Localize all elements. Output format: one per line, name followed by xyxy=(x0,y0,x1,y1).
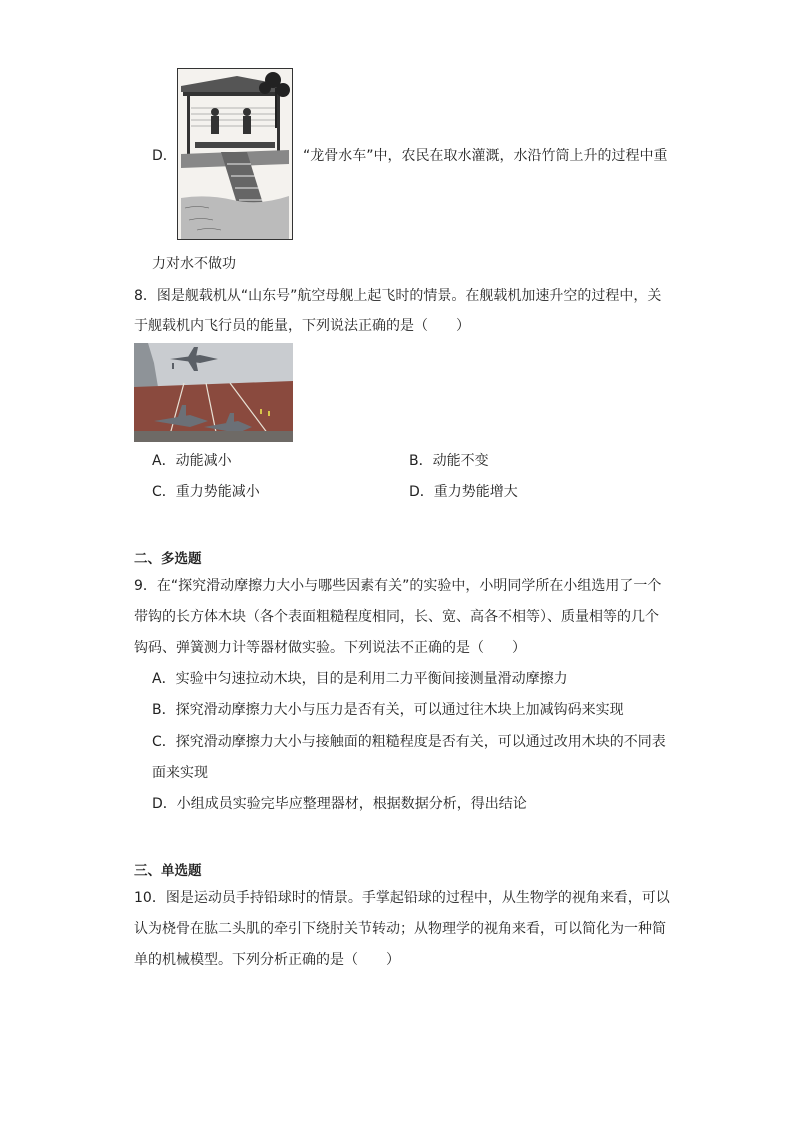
aircraft-carrier-photo-icon xyxy=(134,343,293,442)
q9-option-c: C．探究滑动摩擦力大小与接触面的粗糙程度是否有关，可以通过改用木块的不同表 xyxy=(152,734,666,750)
q10-stem-cont-1: 认为桡骨在肱二头肌的牵引下绕肘关节转动；从物理学的视角来看，可以简化为一种简 xyxy=(134,921,666,937)
q9-option-a: A．实验中匀速拉动木块，目的是利用二力平衡间接测量滑动摩擦力 xyxy=(152,671,568,687)
q8-stem-cont: 于舰载机内飞行员的能量，下列说法正确的是（ ） xyxy=(134,318,470,334)
q8-option-a: A．动能减小 xyxy=(152,453,232,469)
q10-stem-cont-2: 单的机械模型。下列分析正确的是（ ） xyxy=(134,952,400,968)
q9-option-b: B．探究滑动摩擦力大小与压力是否有关，可以通过往木块上加减钩码来实现 xyxy=(152,702,624,718)
q8-option-b: B．动能不变 xyxy=(409,453,489,469)
section-heading-multiple-choice: 二、多选题 xyxy=(134,551,202,567)
q7-option-d-letter: D． xyxy=(152,148,177,164)
q8-option-c: C．重力势能减小 xyxy=(152,484,260,500)
section-heading-single-choice: 三、单选题 xyxy=(134,863,202,879)
q9-stem-cont-1: 带钩的长方体木块（各个表面粗糙程度相同，长、宽、高各不相等）、质量相等的几个 xyxy=(134,609,659,625)
q9-option-c-cont: 面来实现 xyxy=(152,765,208,781)
q8-option-d: D．重力势能增大 xyxy=(409,484,518,500)
waterwheel-illustration-icon xyxy=(177,68,293,240)
q9-option-d: D．小组成员实验完毕应整理器材，根据数据分析，得出结论 xyxy=(152,796,527,812)
q9-stem-cont-2: 钩码、弹簧测力计等器材做实验。下列说法不正确的是（ ） xyxy=(134,640,526,656)
q7-option-d-text-cont: 力对水不做功 xyxy=(152,256,236,272)
q9-stem: 9．在“探究滑动摩擦力大小与哪些因素有关”的实验中，小明同学所在小组选用了一个 xyxy=(134,578,662,594)
q8-stem: 8．图是舰载机从“山东号”航空母舰上起飞时的情景。在舰载机加速升空的过程中，关 xyxy=(134,288,662,304)
q10-stem: 10．图是运动员手持铅球时的情景。手掌起铅球的过程中，从生物学的视角来看，可以 xyxy=(134,890,670,906)
q7-option-d-text: “龙骨水车”中，农民在取水灌溉，水沿竹筒上升的过程中重 xyxy=(303,148,668,164)
